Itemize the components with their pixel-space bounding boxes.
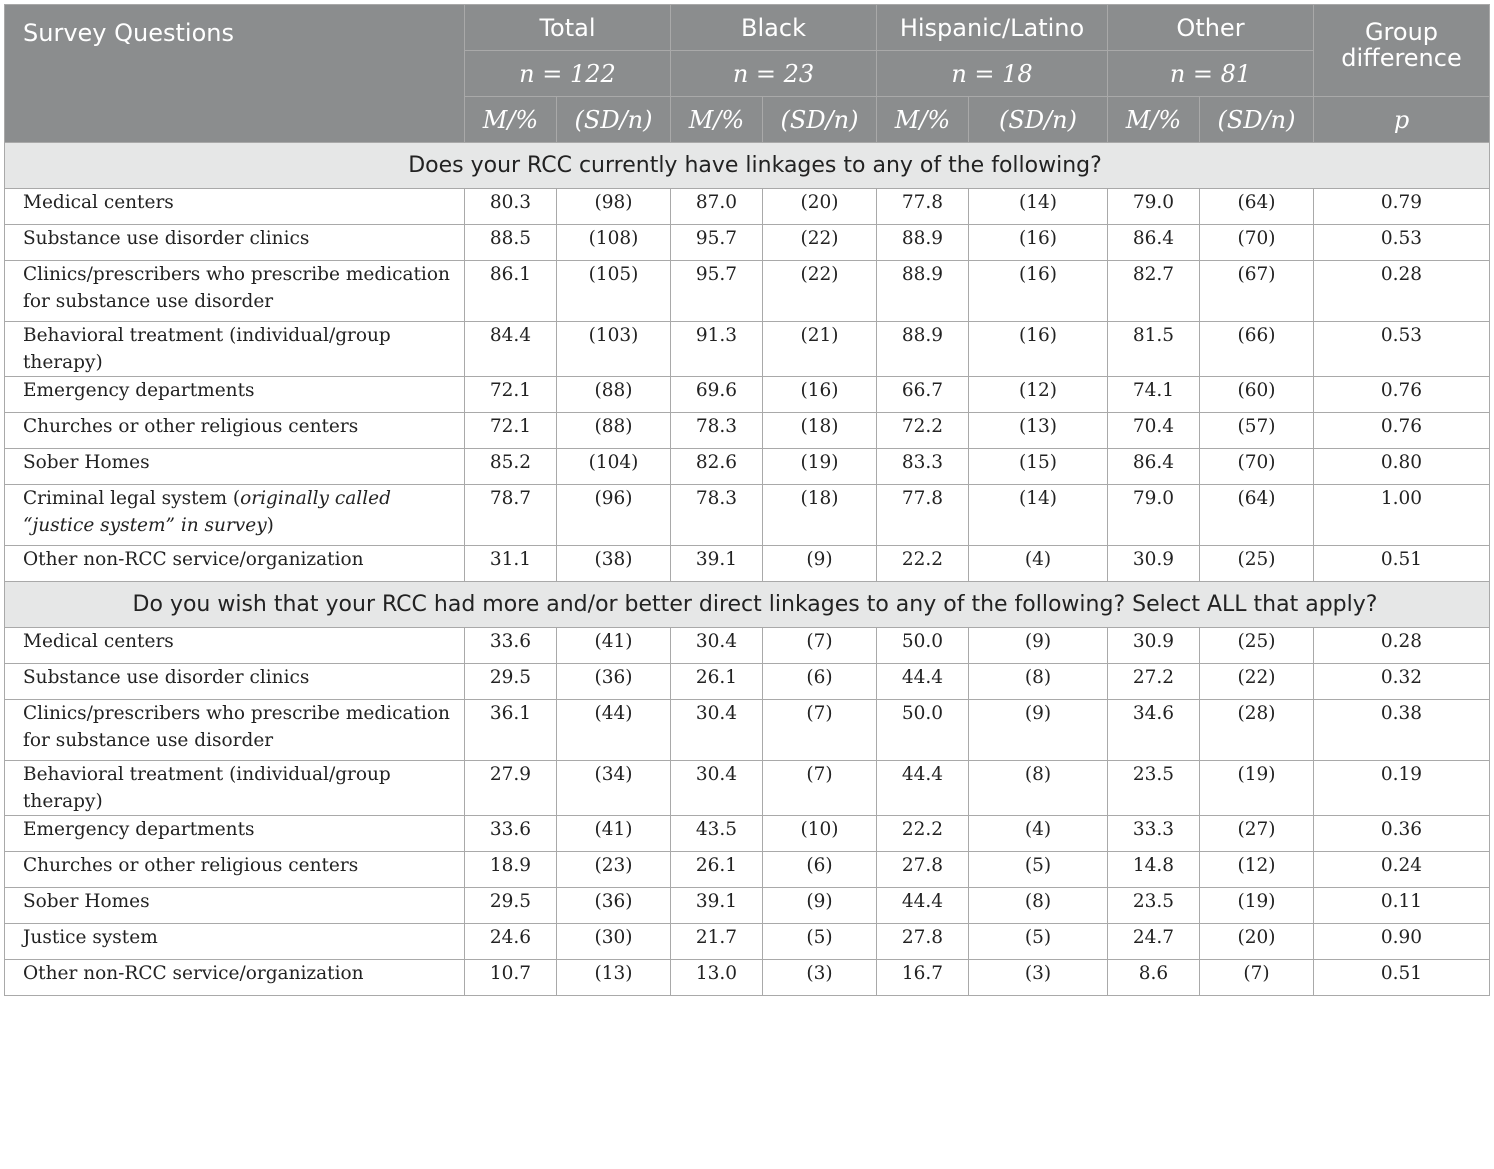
mean-percent-cell: 72.1 [465,413,557,449]
sd-n-cell: (3) [969,960,1108,996]
sd-n-cell: (13) [969,413,1108,449]
p-value-cell: 0.79 [1314,189,1490,225]
mean-percent-cell: 13.0 [671,960,763,996]
sd-n-cell: (7) [1200,960,1314,996]
p-value-cell: 0.76 [1314,413,1490,449]
row-label [5,485,465,546]
mean-percent-cell: 39.1 [671,888,763,924]
sd-n-cell: (20) [763,189,877,225]
n-hispanic: n = 18 [877,51,1108,97]
mean-percent-cell: 33.6 [465,628,557,664]
row-label: Medical centers [5,628,465,664]
row-label-italic-note: originally called “justice system” in survey [23,488,391,536]
table-row [5,322,1490,377]
mean-percent-cell: 78.3 [671,485,763,546]
sd-n-cell: (18) [763,413,877,449]
sub-m-other: M/% [1108,97,1200,143]
p-value-cell: 0.80 [1314,449,1490,485]
table-row [5,485,1490,546]
p-value-cell: 0.28 [1314,261,1490,322]
mean-percent-cell: 43.5 [671,816,763,852]
mean-percent-cell: 22.2 [877,816,969,852]
row-label: Churches or other religious centers [5,413,465,449]
mean-percent-cell: 83.3 [877,449,969,485]
mean-percent-cell: 27.2 [1108,664,1200,700]
mean-percent-cell: 88.9 [877,225,969,261]
mean-percent-cell: 84.4 [465,322,557,377]
table-row [5,852,1490,888]
sd-n-cell: (44) [557,700,671,761]
sd-n-cell: (6) [763,852,877,888]
mean-percent-cell: 30.9 [1108,546,1200,582]
section-header-row [5,143,1490,189]
n-black: n = 23 [671,51,877,97]
sd-n-cell: (4) [969,816,1108,852]
sd-n-cell: (108) [557,225,671,261]
sub-sd-black: (SD/n) [763,97,877,143]
mean-percent-cell: 70.4 [1108,413,1200,449]
sd-n-cell: (22) [763,225,877,261]
mean-percent-cell: 24.7 [1108,924,1200,960]
row-label: Behavioral treatment (individual/group therapy) [5,322,465,377]
mean-percent-cell: 77.8 [877,189,969,225]
section-title: Do you wish that your RCC had more and/or better direct linkages to any of the following? Select ALL that apply? [5,582,1490,628]
sd-n-cell: (103) [557,322,671,377]
sd-n-cell: (64) [1200,485,1314,546]
sd-n-cell: (10) [763,816,877,852]
mean-percent-cell: 26.1 [671,852,763,888]
p-value-cell: 0.11 [1314,888,1490,924]
sd-n-cell: (70) [1200,449,1314,485]
mean-percent-cell: 50.0 [877,700,969,761]
sd-n-cell: (14) [969,189,1108,225]
sd-n-cell: (4) [969,546,1108,582]
mean-percent-cell: 79.0 [1108,189,1200,225]
group-header-other: Other [1108,5,1314,51]
sd-n-cell: (38) [557,546,671,582]
p-value-cell: 0.24 [1314,852,1490,888]
section-header-row [5,582,1490,628]
group-header-total: Total [465,5,671,51]
mean-percent-cell: 18.9 [465,852,557,888]
row-label: Emergency departments [5,377,465,413]
row-label: Clinics/prescribers who prescribe medication for substance use disorder [5,700,465,761]
sd-n-cell: (8) [969,761,1108,816]
row-label: Other non-RCC service/organization [5,546,465,582]
sd-n-cell: (60) [1200,377,1314,413]
mean-percent-cell: 78.7 [465,485,557,546]
sd-n-cell: (96) [557,485,671,546]
mean-percent-cell: 86.1 [465,261,557,322]
n-other: n = 81 [1108,51,1314,97]
mean-percent-cell: 29.5 [465,664,557,700]
table-row [5,664,1490,700]
p-value-cell: 0.19 [1314,761,1490,816]
sd-n-cell: (105) [557,261,671,322]
p-value-cell: 0.90 [1314,924,1490,960]
p-value-cell: 0.53 [1314,322,1490,377]
sd-n-cell: (7) [763,628,877,664]
row-label: Justice system [5,924,465,960]
group-header-hispanic: Hispanic/Latino [877,5,1108,51]
table-row [5,960,1490,996]
survey-questions-header: Survey Questions [5,5,465,143]
mean-percent-cell: 10.7 [465,960,557,996]
p-value-cell: 0.38 [1314,700,1490,761]
mean-percent-cell: 27.9 [465,761,557,816]
mean-percent-cell: 88.5 [465,225,557,261]
mean-percent-cell: 8.6 [1108,960,1200,996]
mean-percent-cell: 16.7 [877,960,969,996]
sd-n-cell: (88) [557,413,671,449]
mean-percent-cell: 82.7 [1108,261,1200,322]
mean-percent-cell: 33.3 [1108,816,1200,852]
sd-n-cell: (5) [969,924,1108,960]
sd-n-cell: (41) [557,816,671,852]
sd-n-cell: (7) [763,761,877,816]
p-value-cell: 0.53 [1314,225,1490,261]
sd-n-cell: (27) [1200,816,1314,852]
mean-percent-cell: 50.0 [877,628,969,664]
mean-percent-cell: 23.5 [1108,761,1200,816]
mean-percent-cell: 14.8 [1108,852,1200,888]
table-row [5,816,1490,852]
mean-percent-cell: 31.1 [465,546,557,582]
table-row [5,413,1490,449]
sub-m-black: M/% [671,97,763,143]
mean-percent-cell: 30.4 [671,761,763,816]
sd-n-cell: (14) [969,485,1108,546]
p-value-header: p [1314,97,1490,143]
mean-percent-cell: 66.7 [877,377,969,413]
row-label: Emergency departments [5,816,465,852]
row-label: Churches or other religious centers [5,852,465,888]
sd-n-cell: (88) [557,377,671,413]
sd-n-cell: (8) [969,888,1108,924]
mean-percent-cell: 85.2 [465,449,557,485]
sd-n-cell: (9) [969,628,1108,664]
mean-percent-cell: 27.8 [877,924,969,960]
sd-n-cell: (30) [557,924,671,960]
sd-n-cell: (41) [557,628,671,664]
table-row [5,225,1490,261]
sub-sd-total: (SD/n) [557,97,671,143]
mean-percent-cell: 22.2 [877,546,969,582]
sd-n-cell: (22) [1200,664,1314,700]
row-label-text: Criminal legal system ( [23,488,241,509]
sd-n-cell: (3) [763,960,877,996]
row-label: Sober Homes [5,888,465,924]
mean-percent-cell: 39.1 [671,546,763,582]
sd-n-cell: (28) [1200,700,1314,761]
sd-n-cell: (34) [557,761,671,816]
sd-n-cell: (12) [969,377,1108,413]
sd-n-cell: (98) [557,189,671,225]
mean-percent-cell: 34.6 [1108,700,1200,761]
mean-percent-cell: 21.7 [671,924,763,960]
group-header-black: Black [671,5,877,51]
row-label-text: ) [266,515,274,536]
n-total: n = 122 [465,51,671,97]
mean-percent-cell: 79.0 [1108,485,1200,546]
results-table [4,4,1490,996]
sd-n-cell: (20) [1200,924,1314,960]
sd-n-cell: (19) [1200,761,1314,816]
mean-percent-cell: 78.3 [671,413,763,449]
mean-percent-cell: 30.9 [1108,628,1200,664]
mean-percent-cell: 44.4 [877,888,969,924]
mean-percent-cell: 95.7 [671,225,763,261]
p-value-cell: 1.00 [1314,485,1490,546]
mean-percent-cell: 80.3 [465,189,557,225]
mean-percent-cell: 95.7 [671,261,763,322]
mean-percent-cell: 74.1 [1108,377,1200,413]
table-row [5,761,1490,816]
sd-n-cell: (23) [557,852,671,888]
sd-n-cell: (16) [763,377,877,413]
sd-n-cell: (67) [1200,261,1314,322]
row-label: Substance use disorder clinics [5,225,465,261]
table-row [5,628,1490,664]
table-row [5,261,1490,322]
sd-n-cell: (57) [1200,413,1314,449]
sub-sd-hispanic: (SD/n) [969,97,1108,143]
p-value-cell: 0.76 [1314,377,1490,413]
mean-percent-cell: 44.4 [877,664,969,700]
mean-percent-cell: 27.8 [877,852,969,888]
table-row [5,546,1490,582]
sd-n-cell: (13) [557,960,671,996]
sd-n-cell: (64) [1200,189,1314,225]
mean-percent-cell: 44.4 [877,761,969,816]
table-row [5,449,1490,485]
p-value-cell: 0.51 [1314,546,1490,582]
sd-n-cell: (18) [763,485,877,546]
mean-percent-cell: 29.5 [465,888,557,924]
sd-n-cell: (12) [1200,852,1314,888]
sd-n-cell: (6) [763,664,877,700]
group-difference-header: Group difference [1314,5,1490,97]
sub-m-total: M/% [465,97,557,143]
table-body [5,143,1490,996]
mean-percent-cell: 30.4 [671,700,763,761]
mean-percent-cell: 88.9 [877,322,969,377]
sub-sd-other: (SD/n) [1200,97,1314,143]
sd-n-cell: (16) [969,261,1108,322]
sd-n-cell: (36) [557,888,671,924]
table-row [5,924,1490,960]
section-title: Does your RCC currently have linkages to any of the following? [5,143,1490,189]
mean-percent-cell: 81.5 [1108,322,1200,377]
mean-percent-cell: 24.6 [465,924,557,960]
sd-n-cell: (36) [557,664,671,700]
sd-n-cell: (15) [969,449,1108,485]
row-label: Sober Homes [5,449,465,485]
mean-percent-cell: 87.0 [671,189,763,225]
mean-percent-cell: 69.6 [671,377,763,413]
sd-n-cell: (21) [763,322,877,377]
sd-n-cell: (5) [969,852,1108,888]
row-label: Clinics/prescribers who prescribe medication for substance use disorder [5,261,465,322]
p-value-cell: 0.51 [1314,960,1490,996]
sd-n-cell: (104) [557,449,671,485]
table-row [5,700,1490,761]
mean-percent-cell: 86.4 [1108,225,1200,261]
sd-n-cell: (25) [1200,628,1314,664]
row-label: Medical centers [5,189,465,225]
sd-n-cell: (9) [763,888,877,924]
sd-n-cell: (19) [1200,888,1314,924]
mean-percent-cell: 72.2 [877,413,969,449]
sub-m-hispanic: M/% [877,97,969,143]
mean-percent-cell: 82.6 [671,449,763,485]
table-row [5,888,1490,924]
sd-n-cell: (7) [763,700,877,761]
sd-n-cell: (8) [969,664,1108,700]
sd-n-cell: (22) [763,261,877,322]
sd-n-cell: (16) [969,322,1108,377]
mean-percent-cell: 26.1 [671,664,763,700]
sd-n-cell: (5) [763,924,877,960]
sd-n-cell: (9) [763,546,877,582]
mean-percent-cell: 23.5 [1108,888,1200,924]
mean-percent-cell: 91.3 [671,322,763,377]
row-label: Substance use disorder clinics [5,664,465,700]
sd-n-cell: (70) [1200,225,1314,261]
sd-n-cell: (19) [763,449,877,485]
sd-n-cell: (25) [1200,546,1314,582]
mean-percent-cell: 77.8 [877,485,969,546]
p-value-cell: 0.32 [1314,664,1490,700]
mean-percent-cell: 36.1 [465,700,557,761]
table-row [5,189,1490,225]
mean-percent-cell: 72.1 [465,377,557,413]
p-value-cell: 0.36 [1314,816,1490,852]
results-table-container [4,4,1490,996]
row-label: Other non-RCC service/organization [5,960,465,996]
row-label: Behavioral treatment (individual/group therapy) [5,761,465,816]
sd-n-cell: (16) [969,225,1108,261]
table-header [5,5,1490,143]
p-value-cell: 0.28 [1314,628,1490,664]
mean-percent-cell: 86.4 [1108,449,1200,485]
sd-n-cell: (9) [969,700,1108,761]
mean-percent-cell: 33.6 [465,816,557,852]
mean-percent-cell: 30.4 [671,628,763,664]
sd-n-cell: (66) [1200,322,1314,377]
table-row [5,377,1490,413]
mean-percent-cell: 88.9 [877,261,969,322]
